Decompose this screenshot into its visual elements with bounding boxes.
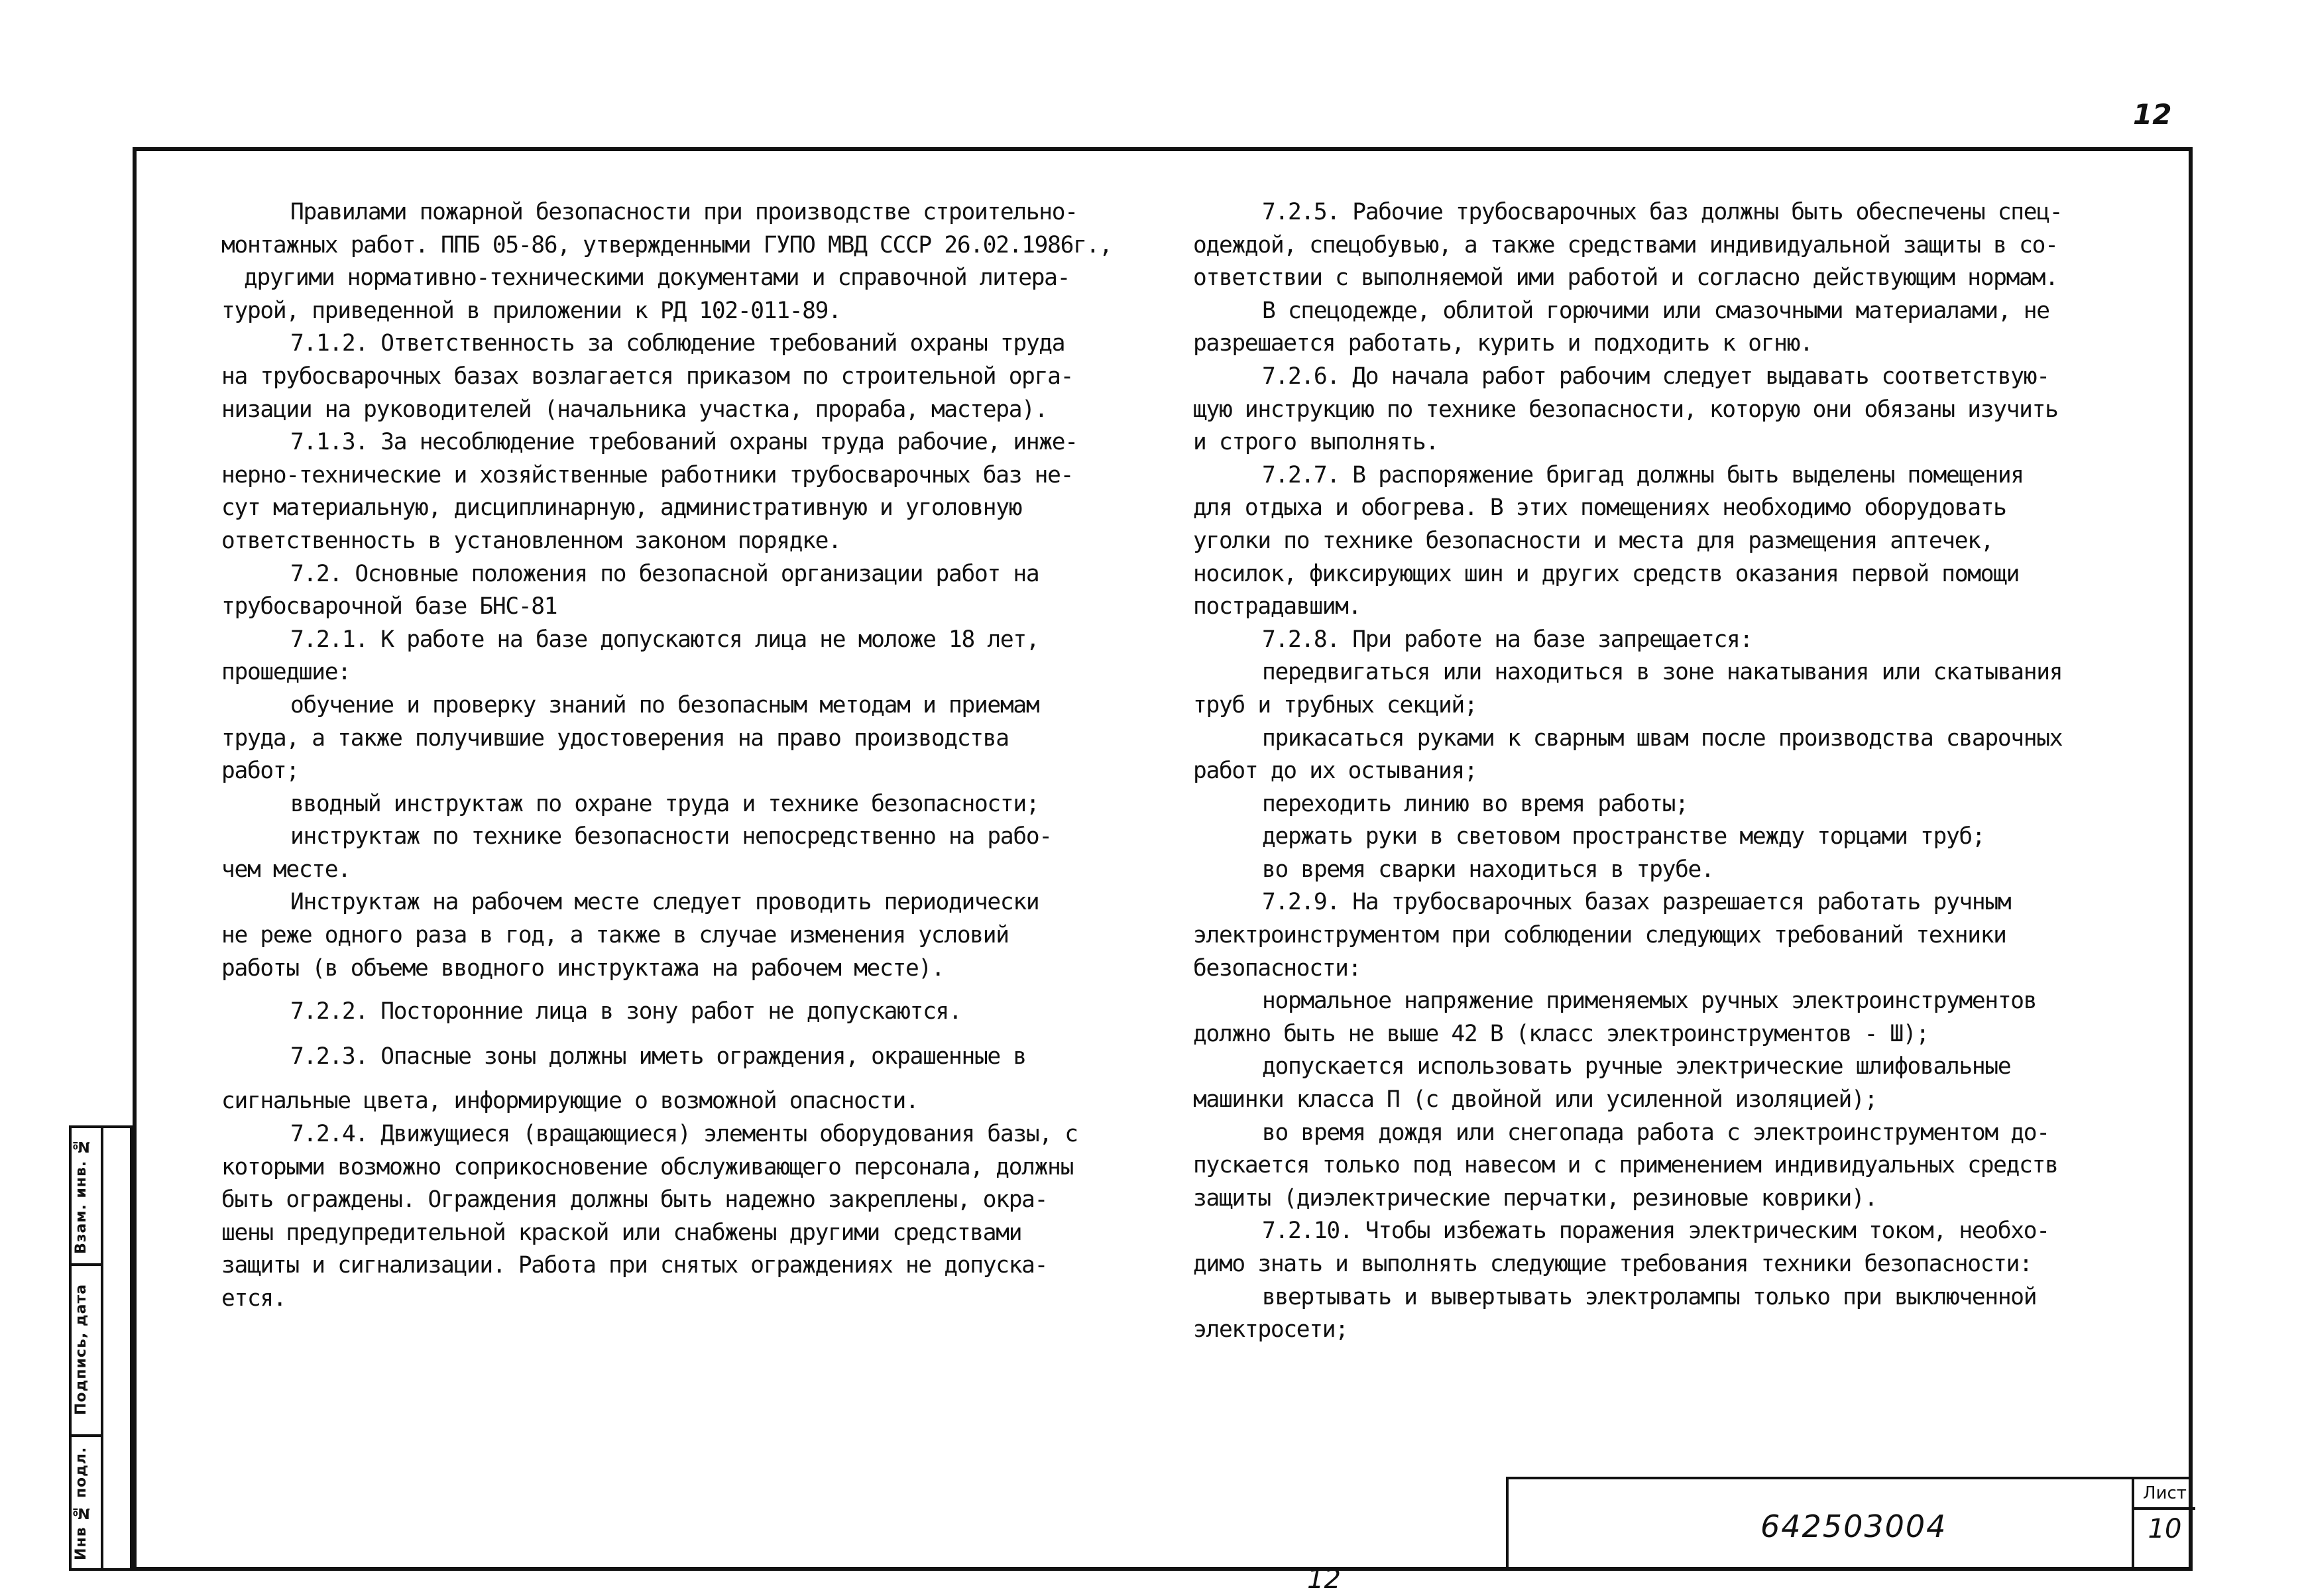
text-line: защиты и сигнализации. Работа при снятых ограждениях не допуска- [221,1252,1048,1279]
text-line: сут материальную, дисциплинарную, административную и уголовную [221,494,1022,522]
text-line: и строго выполнять. [1193,429,1438,456]
right-column [1193,196,2108,1347]
title-block [1506,1477,2193,1571]
text-line: переходить линию во время работы; [1262,790,1688,817]
strip-line [72,1263,101,1266]
text-line: щую инструкцию по технике безопасности, которую они обязаны изучить [1193,396,2058,423]
sheet-label: Лист [2134,1479,2195,1510]
text-line: вводный инструктаж по охране труда и технике безопасности; [290,790,1039,817]
text-line: труда, а также получившие удостоверения на право производства [221,724,1009,752]
text-line: Инструктаж на рабочем месте следует проводить периодически [290,889,1039,916]
text-line: димо знать и выполнять следующие требования техники безопасности: [1193,1251,2032,1277]
text-line: сигнальные цвета, информирующие о возможной опасности. [221,1088,919,1115]
text-line: 7.2.8. При работе на базе запрещается: [1262,626,1753,653]
text-line: держать руки в световом пространстве между торцами труб; [1262,823,1985,850]
text-line: 7.2.1. К работе на базе допускаются лица не моложе 18 лет, [290,626,1039,653]
text-line: ответственность в установленном законом порядке. [221,527,841,554]
text-line: которыми возможно соприкосновение обслуживающего персонала, должны [221,1153,1074,1180]
text-line: В спецодежде, облитой горючими или смазочными материалами, не [1262,297,2049,324]
text-line: 7.2.5. Рабочие трубосварочных баз должны быть обеспечены спец- [1262,199,2063,225]
strip-divider [101,1128,103,1568]
text-line: ответствии с выполняемой ими работой и согласно действующим нормам. [1193,264,2058,292]
text-line: 7.2.9. На трубосварочных базах разрешается работать ручным [1262,889,2011,916]
text-line: передвигаться или находиться в зоне накатывания или скатывания [1262,659,2063,686]
text-line: турой, приведенной в приложении к РД 102-011-89. [221,297,841,324]
sheet-cell [2132,1479,2195,1571]
text-line: прикасаться руками к сварным швам после производства сварочных [1262,724,2063,752]
text-line: одеждой, спецобувью, а также средствами индивидуальной защиты в со- [1193,231,2058,258]
text-line: пускается только под навесом и с применением индивидуальных средств [1193,1152,2058,1179]
strip-label-replaced-inv: Взам. инв. № [73,1137,89,1254]
filing-strip [69,1125,133,1571]
strip-label-inv-original: Инв № подл. [73,1446,89,1560]
text-line: Правилами пожарной безопасности при производстве строительно- [290,199,1078,225]
text-line: работ; [221,758,299,785]
text-line: допускается использовать ручные электрические шлифовальные [1262,1053,2011,1080]
text-line: ввертывать и вывертывать электролампы только при выключенной [1262,1283,2037,1310]
text-line: на трубосварочных базах возлагается приказом по строительной орга- [221,363,1074,390]
page-number-bottom: 12 [1307,1564,1341,1595]
text-line: труб и трубных секций; [1193,691,1477,718]
text-line: быть ограждены. Ограждения должны быть надежно закреплены, окра- [221,1186,1048,1214]
text-line: другими нормативно-техническими документами и справочной литера- [244,264,1070,292]
text-line: пострадавшим. [1193,593,1361,620]
document-code: 642503004 [1760,1509,1947,1544]
text-line: уголки по технике безопасности и места для размещения аптечек, [1193,527,1994,554]
text-line: обучение и проверку знаний по безопасным методам и приемам [290,691,1039,718]
text-line: шены предупредительной краской или снабжены другими средствами [221,1219,1022,1246]
text-line: должно быть не выше 42 В (класс электроинструментов - Ш); [1193,1020,1929,1047]
text-line: трубосварочной базе БНС-81 [221,593,557,620]
text-line: 7.1.3. За несоблюдение требований охраны труда рабочие, инже- [290,429,1078,456]
text-line: нерно-технические и хозяйственные работники трубосварочных баз не- [221,461,1074,488]
strip-label-signature-date: Подпись, дата [73,1283,89,1416]
text-line: во время дождя или снегопада работа с электроинструментом до- [1262,1119,2049,1146]
text-line: низации на руководителей (начальника участка, прораба, мастера). [221,396,1048,423]
text-line: машинки класса П (с двойной или усиленной изоляцией); [1193,1086,1877,1113]
text-line: нормальное напряжение применяемых ручных электроинструментов [1262,988,2037,1015]
text-line: монтажных работ. ППБ 05-86, утвержденными ГУПО МВД СССР 26.02.1986г., [221,231,1112,258]
text-line: защиты (диэлектрические перчатки, резиновые коврики). [1193,1184,1877,1212]
page-number-top: 12 [2133,98,2172,131]
text-line: работ до их остывания; [1193,758,1477,785]
text-line: прошедшие: [221,659,351,686]
text-line: безопасности: [1193,954,1361,982]
strip-line [72,1434,101,1437]
text-line: 7.1.2. Ответственность за соблюдение требований охраны труда [290,330,1065,357]
text-line: 7.2.10. Чтобы избежать поражения электрическим током, необхо- [1262,1218,2049,1245]
text-line: для отдыха и обогрева. В этих помещениях необходимо оборудовать [1193,494,2006,522]
sheet-number: 10 [2148,1514,2182,1544]
text-line: 7.2.6. До начала работ рабочим следует выдавать соответствую- [1262,363,2049,390]
text-line: 7.2.7. В распоряжение бригад должны быть выделены помещения [1262,461,2024,488]
text-line: 7.2.3. Опасные зоны должны иметь ограждения, окрашенные в [290,1043,1026,1070]
text-line: работы (в объеме вводного инструктажа на рабочем месте). [221,954,945,982]
text-line: во время сварки находиться в трубе. [1262,856,1714,883]
text-line: носилок, фиксирующих шин и других средств оказания первой помощи [1193,560,2020,587]
text-line: 7.2. Основные положения по безопасной организации работ на [290,560,1039,587]
text-line: 7.2.2. Посторонние лица в зону работ не допускаются. [290,998,962,1025]
text-line: ется. [221,1285,286,1312]
left-column [221,196,1129,1316]
text-line: не реже одного раза в год, а также в случае изменения условий [221,922,1009,949]
text-line: чем месте. [221,856,351,883]
text-line: 7.2.4. Движущиеся (вращающиеся) элементы оборудования базы, с [290,1121,1078,1148]
text-line: электросети; [1193,1316,1348,1343]
text-line: инструктаж по технике безопасности непосредственно на рабо- [290,823,1052,850]
text-line: разрешается работать, курить и подходить к огню. [1193,330,1813,357]
text-line: электроинструментом при соблюдении следующих требований техники [1193,922,2006,949]
